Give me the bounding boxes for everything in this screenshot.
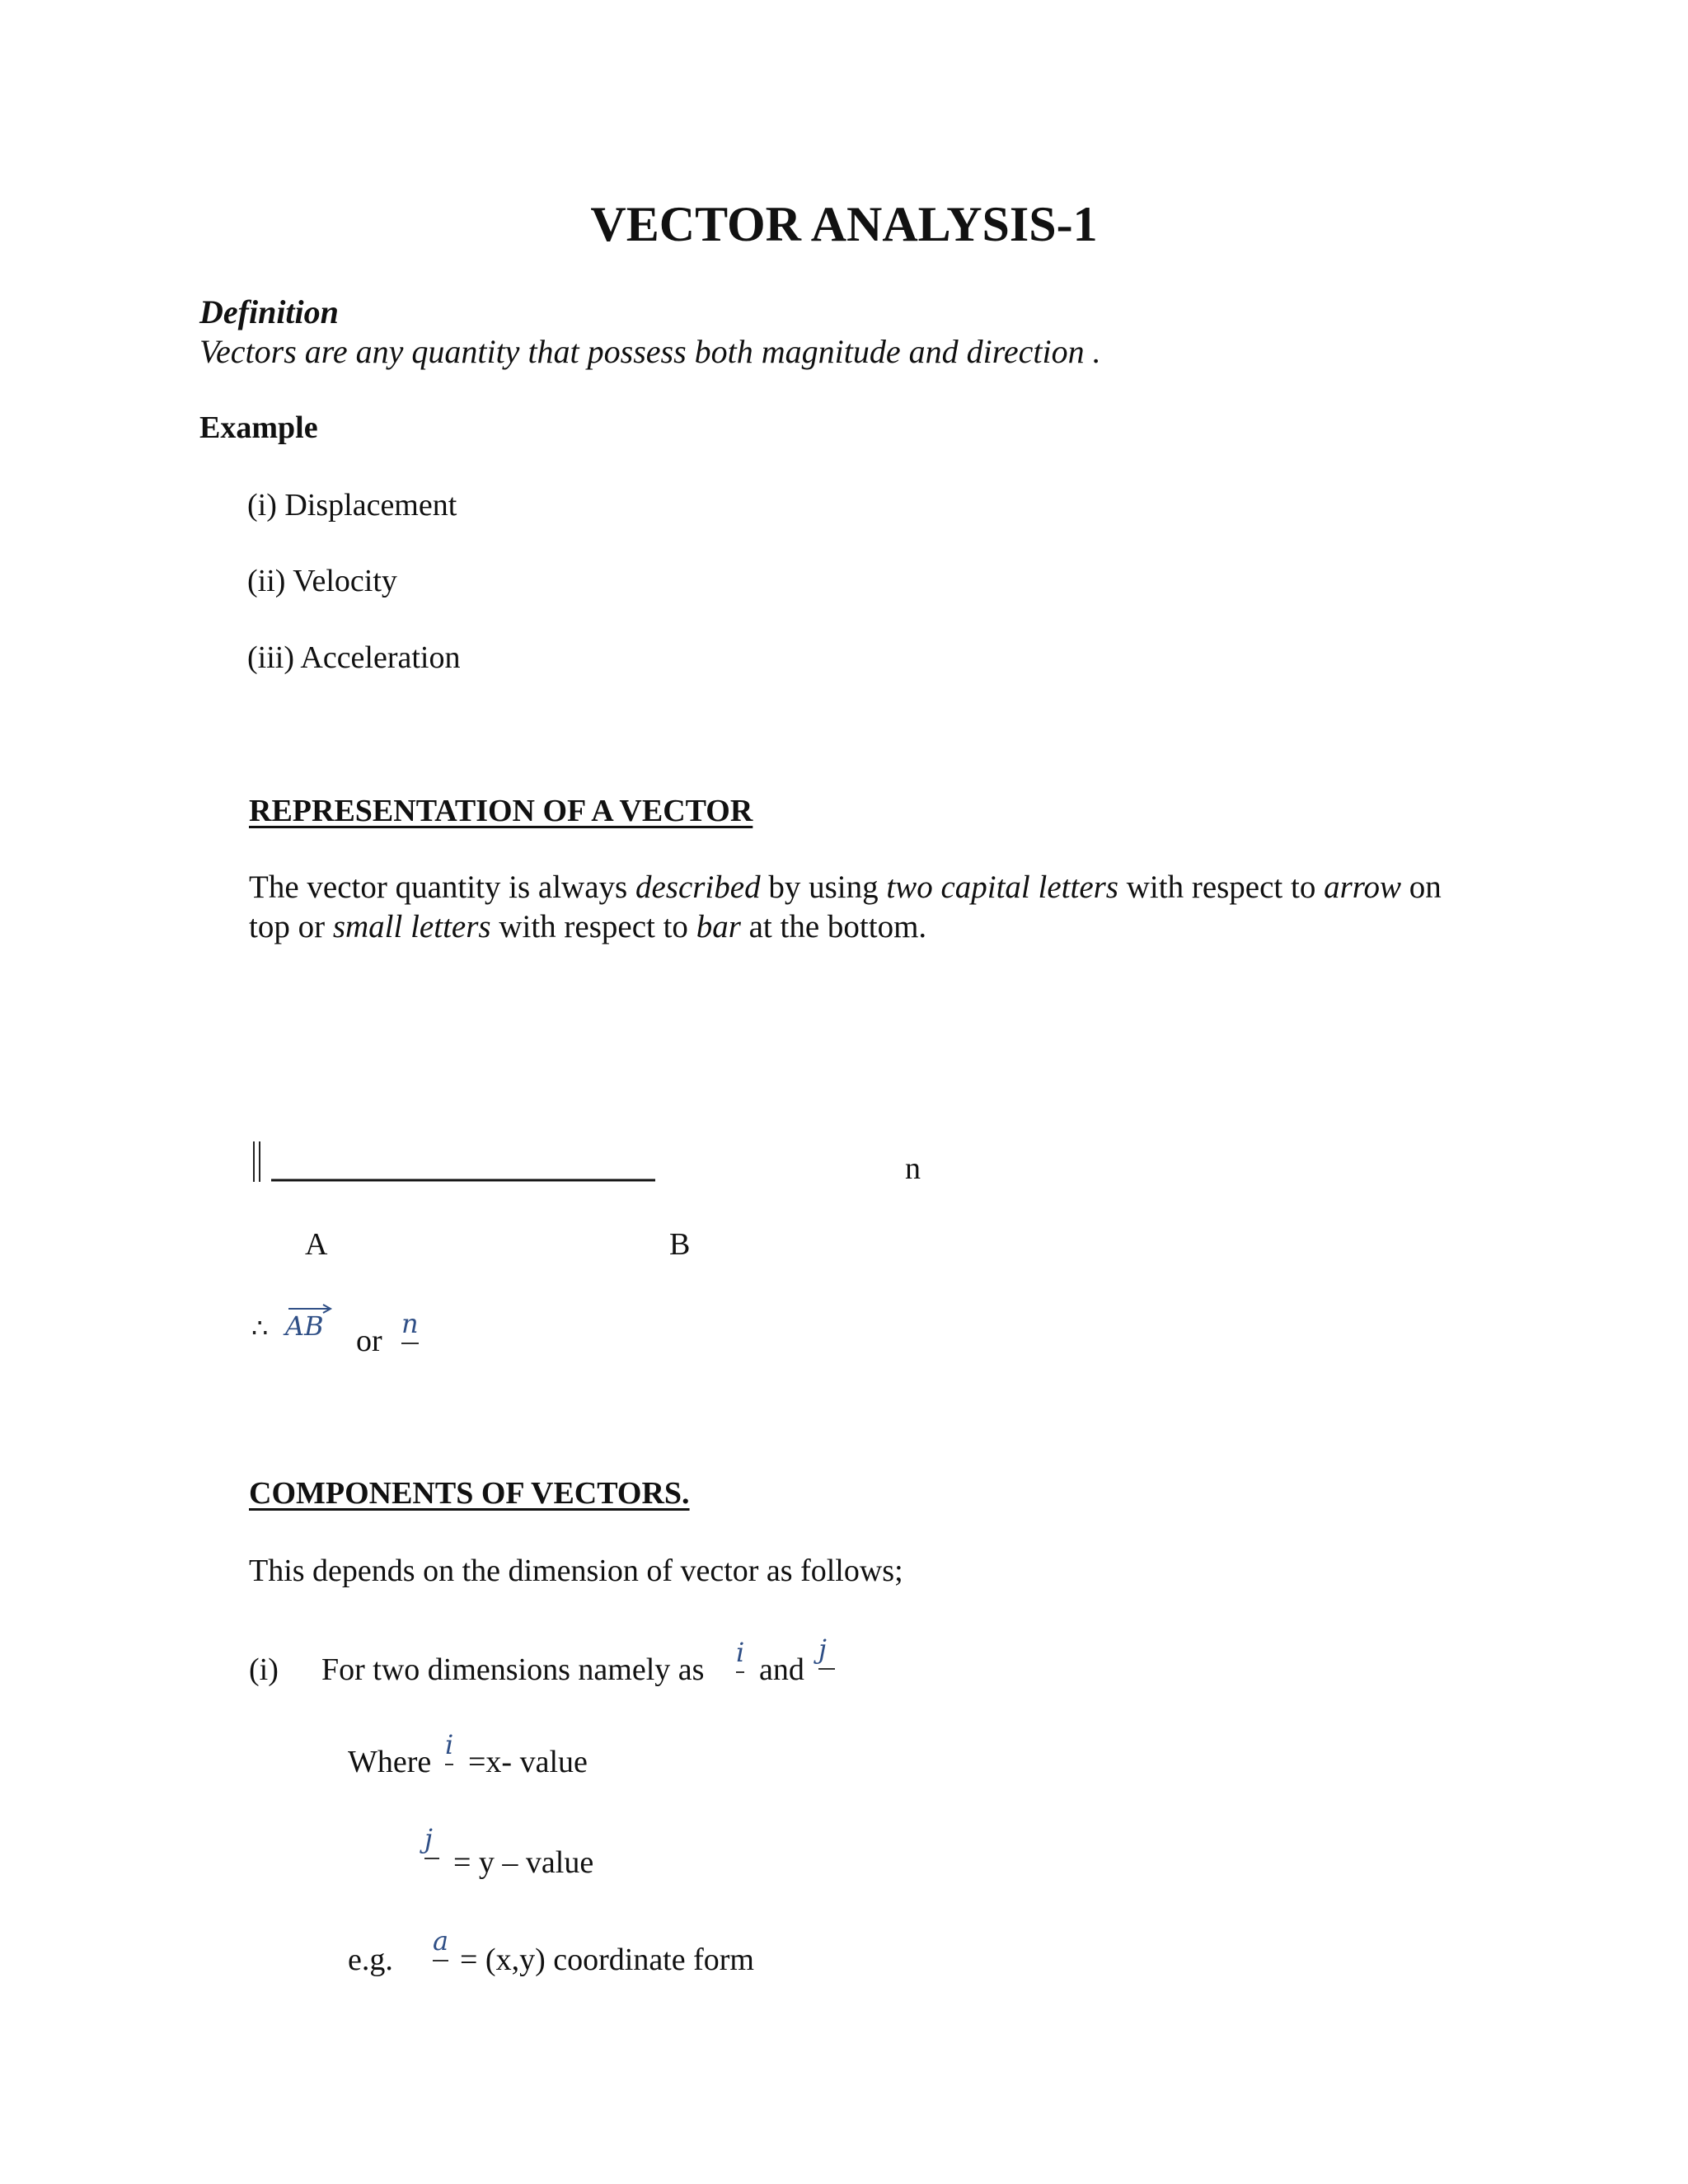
definition-heading: Definition — [199, 293, 339, 330]
therefore-symbol: ∴ — [251, 1313, 269, 1343]
definition-text: Vectors are any quantity that possess both magnitude and direction . — [199, 333, 1101, 370]
component-item-number: (i) — [249, 1652, 279, 1687]
a-symbol: a — [433, 1925, 448, 1961]
components-intro: This depends on the dimension of vector as follows; — [249, 1554, 903, 1588]
vector-ab-notation — [285, 1302, 335, 1342]
page-title: VECTOR ANALYSIS-1 — [590, 197, 1098, 251]
representation-paragraph-line1 — [249, 868, 1442, 907]
text-run-italic: bar — [696, 909, 741, 944]
text-run: at the bottom. — [740, 909, 927, 944]
example-item: (i) Displacement — [247, 488, 457, 523]
text-run: The vector quantity is always — [249, 869, 635, 905]
vector-ab-letters: AB — [285, 1310, 324, 1342]
x-value-text: =x- value — [468, 1745, 588, 1779]
where-text: Where — [348, 1745, 432, 1779]
text-run: with respect to — [490, 909, 696, 944]
label-b: B — [669, 1227, 691, 1262]
a-vector — [433, 1925, 448, 1961]
label-a: A — [305, 1227, 328, 1262]
eg-text: e.g. — [348, 1943, 393, 1977]
label-n: n — [905, 1151, 921, 1186]
i-unit-vector — [445, 1729, 453, 1765]
and-text: and — [759, 1652, 804, 1687]
component-item-text: For two dimensions namely as — [321, 1652, 705, 1687]
j-symbol: j — [424, 1823, 439, 1859]
text-run-italic: small letters — [332, 909, 491, 944]
text-run-italic: arrow — [1324, 869, 1402, 905]
or-text: or — [356, 1324, 382, 1358]
coordinate-form-text: = (x,y) coordinate form — [460, 1943, 754, 1977]
text-run-italic: two capital letters — [886, 869, 1118, 905]
vector-line-diagram — [247, 1137, 659, 1187]
text-run: with respect to — [1118, 869, 1325, 905]
example-item: (ii) Velocity — [247, 564, 397, 598]
text-run: on — [1401, 869, 1442, 905]
text-run-italic: described — [635, 869, 761, 905]
example-heading: Example — [199, 410, 318, 445]
j-symbol: j — [818, 1633, 835, 1670]
representation-heading: REPRESENTATION OF A VECTOR — [249, 794, 753, 828]
vector-n-notation — [401, 1308, 419, 1344]
representation-paragraph-line2 — [249, 907, 926, 947]
j-unit-vector — [818, 1633, 835, 1670]
example-item: (iii) Acceleration — [247, 640, 461, 675]
vector-n-letter: n — [401, 1308, 419, 1344]
j-unit-vector — [424, 1823, 439, 1859]
components-heading: COMPONENTS OF VECTORS. — [249, 1476, 690, 1511]
i-unit-vector — [736, 1637, 744, 1673]
text-run: by using — [760, 869, 887, 905]
i-symbol: i — [736, 1637, 744, 1673]
text-run: top or — [249, 909, 333, 944]
i-symbol: i — [445, 1729, 453, 1765]
y-value-text: = y – value — [453, 1845, 594, 1880]
